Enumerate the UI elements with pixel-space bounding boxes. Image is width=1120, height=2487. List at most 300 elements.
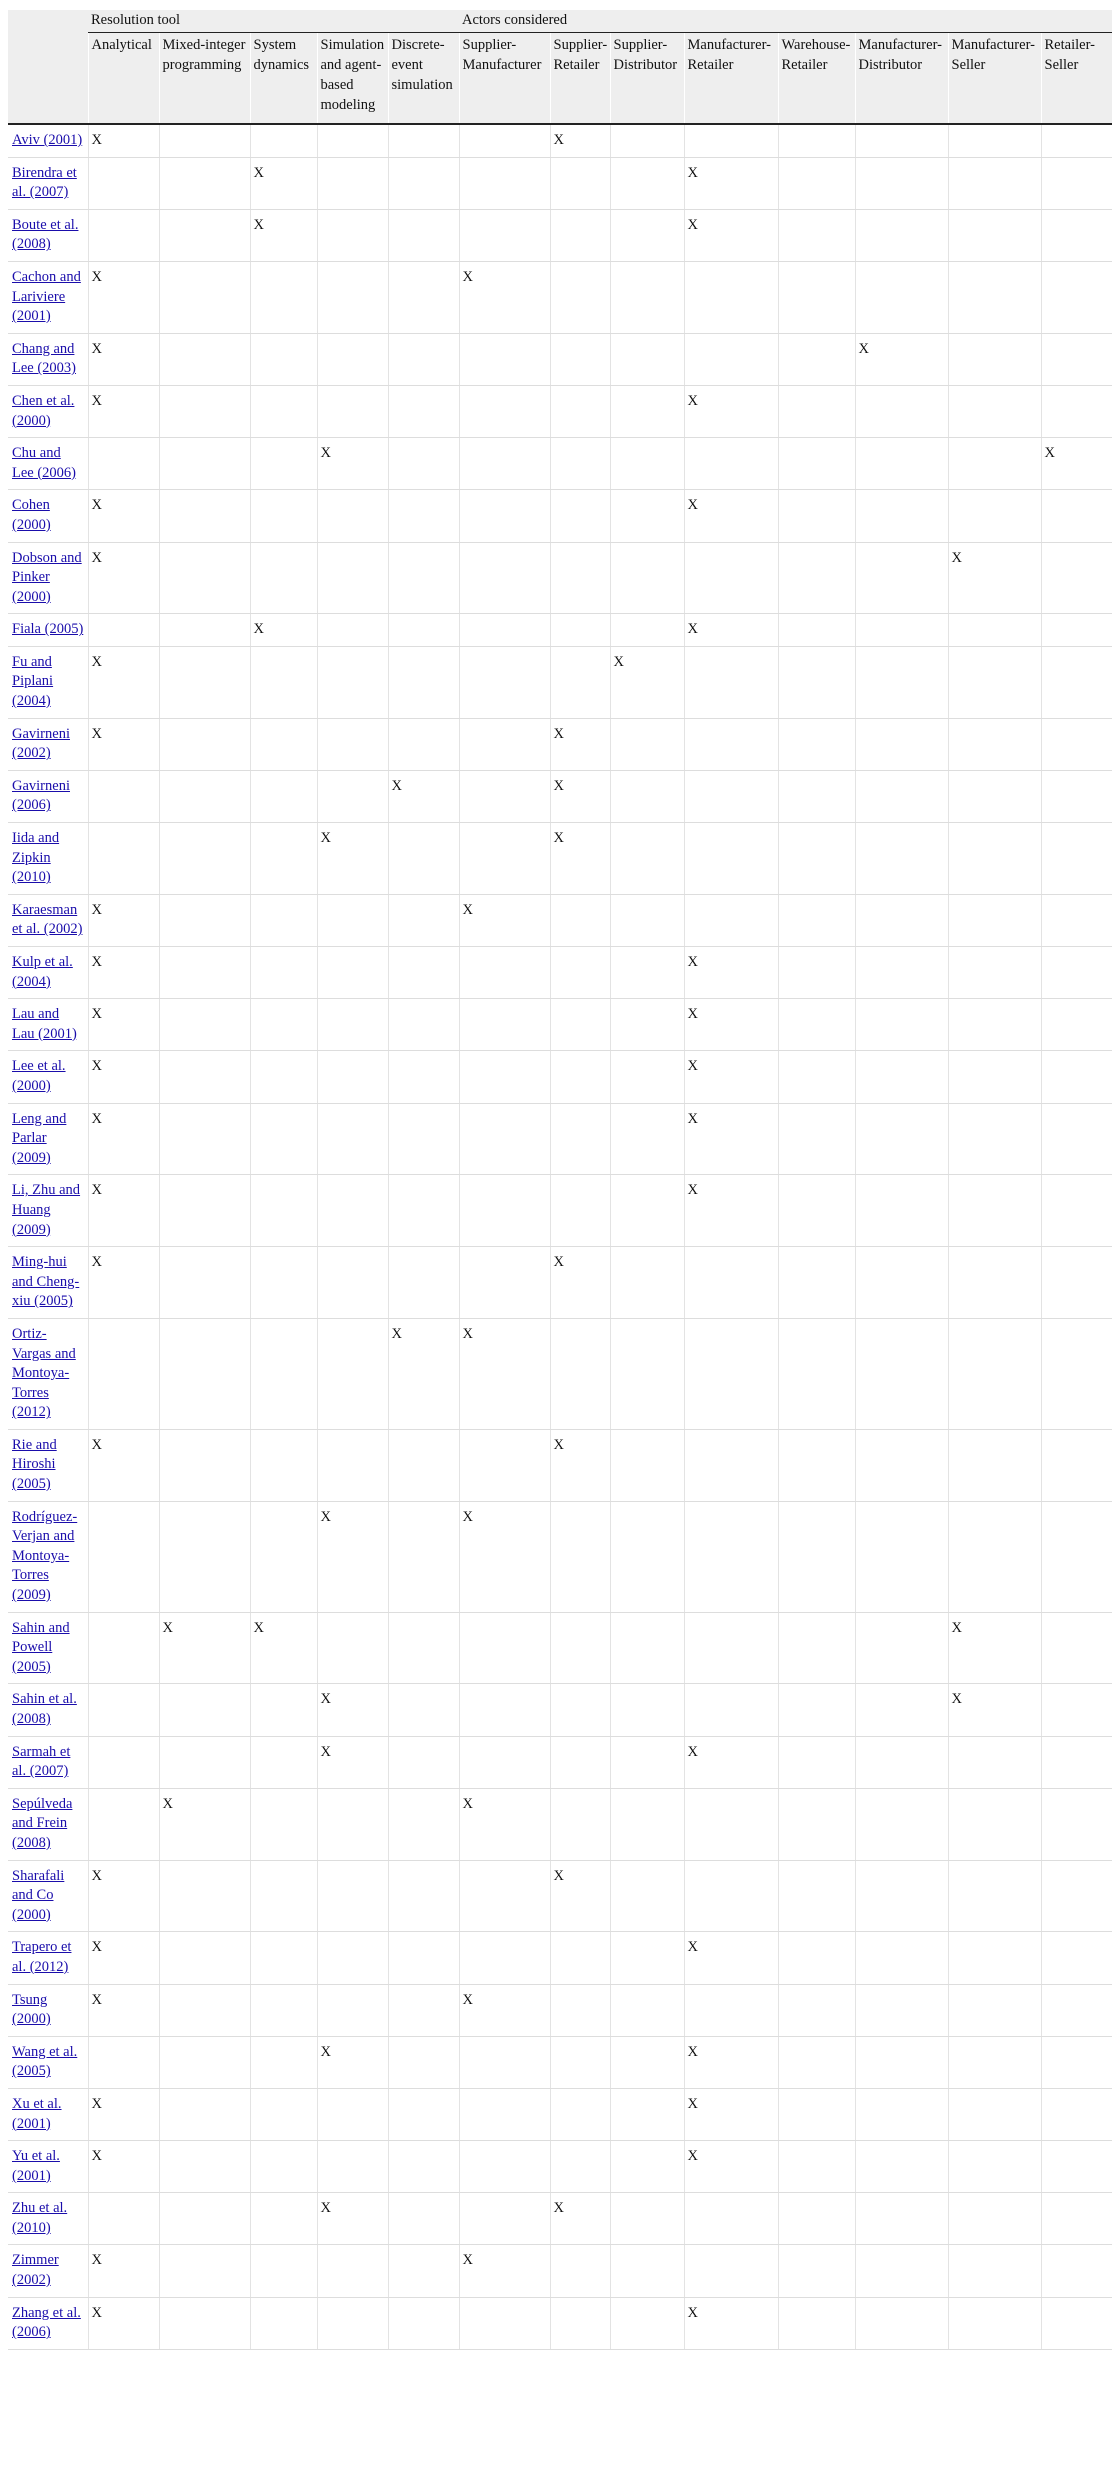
table-row bbox=[8, 1684, 1112, 1736]
empty-cell bbox=[1041, 1051, 1112, 1103]
empty-cell bbox=[159, 1860, 250, 1932]
empty-cell bbox=[88, 1684, 159, 1736]
empty-cell bbox=[388, 333, 459, 385]
empty-cell bbox=[948, 2088, 1041, 2140]
empty-cell bbox=[250, 1318, 317, 1429]
study-reference-link[interactable]: Karaesman et al. (2002) bbox=[12, 901, 83, 938]
study-cell bbox=[8, 2245, 88, 2297]
empty-cell bbox=[317, 999, 388, 1051]
study-reference-link[interactable]: Gavirneni (2006) bbox=[12, 777, 70, 814]
empty-cell bbox=[1041, 894, 1112, 946]
empty-cell bbox=[250, 490, 317, 542]
empty-cell bbox=[459, 1860, 550, 1932]
empty-cell bbox=[610, 385, 684, 437]
empty-cell bbox=[459, 333, 550, 385]
empty-cell bbox=[550, 261, 610, 333]
empty-cell bbox=[610, 1103, 684, 1175]
study-cell bbox=[8, 1932, 88, 1984]
empty-cell bbox=[459, 1684, 550, 1736]
study-reference-link[interactable]: Aviv (2001) bbox=[12, 132, 83, 148]
empty-cell bbox=[610, 1860, 684, 1932]
study-reference-link[interactable]: Xu et al. (2001) bbox=[12, 2095, 62, 2132]
empty-cell bbox=[855, 1984, 948, 2036]
empty-cell bbox=[778, 614, 855, 647]
empty-cell bbox=[1041, 490, 1112, 542]
empty-cell bbox=[855, 2141, 948, 2193]
empty-cell bbox=[855, 999, 948, 1051]
study-reference-link[interactable]: Zhu et al. (2010) bbox=[12, 2200, 68, 2236]
empty-cell bbox=[948, 770, 1041, 822]
column-header: Retailer-Seller bbox=[1041, 33, 1112, 125]
empty-cell bbox=[250, 542, 317, 614]
empty-cell bbox=[159, 261, 250, 333]
mark-cell: X bbox=[459, 1501, 550, 1612]
study-cell bbox=[8, 947, 88, 999]
mark-cell: X bbox=[684, 209, 778, 261]
table-row bbox=[8, 1247, 1112, 1319]
empty-cell bbox=[948, 614, 1041, 647]
empty-cell bbox=[388, 1984, 459, 2036]
empty-cell bbox=[778, 1788, 855, 1860]
column-header: Warehouse-Retailer bbox=[778, 33, 855, 125]
empty-cell bbox=[610, 1175, 684, 1247]
empty-cell bbox=[855, 1860, 948, 1932]
mark-cell: X bbox=[388, 1318, 459, 1429]
empty-cell bbox=[250, 823, 317, 895]
mark-cell: X bbox=[88, 542, 159, 614]
mark-cell: X bbox=[684, 999, 778, 1051]
empty-cell bbox=[88, 209, 159, 261]
study-reference-link[interactable]: Sahin et al. (2008) bbox=[12, 1691, 77, 1727]
empty-cell bbox=[317, 770, 388, 822]
study-cell bbox=[8, 1501, 88, 1612]
study-cell bbox=[8, 1684, 88, 1736]
mark-cell: X bbox=[88, 947, 159, 999]
empty-cell bbox=[610, 614, 684, 647]
study-reference-link[interactable]: Tsung (2000) bbox=[12, 1991, 51, 2028]
empty-cell bbox=[317, 1247, 388, 1319]
mark-cell: X bbox=[88, 2088, 159, 2140]
study-reference-link[interactable]: Leng and Parlar (2009) bbox=[12, 1110, 67, 1166]
empty-cell bbox=[610, 490, 684, 542]
empty-cell bbox=[610, 124, 684, 157]
empty-cell bbox=[159, 542, 250, 614]
empty-cell bbox=[948, 823, 1041, 895]
empty-cell bbox=[459, 124, 550, 157]
table-row bbox=[8, 2245, 1112, 2297]
empty-cell bbox=[159, 2088, 250, 2140]
empty-cell bbox=[778, 1736, 855, 1788]
study-reference-link[interactable]: Cachon and Lariviere (2001) bbox=[12, 268, 81, 325]
empty-cell bbox=[778, 1318, 855, 1429]
empty-cell bbox=[1041, 947, 1112, 999]
study-reference-link[interactable]: Lee et al. (2000) bbox=[12, 1058, 66, 1094]
empty-cell bbox=[610, 542, 684, 614]
study-reference-link[interactable]: Chen et al. (2000) bbox=[12, 392, 75, 429]
empty-cell bbox=[948, 1051, 1041, 1103]
study-reference-link[interactable]: Zimmer (2002) bbox=[12, 2252, 59, 2289]
empty-cell bbox=[250, 947, 317, 999]
study-reference-link[interactable]: Cohen (2000) bbox=[12, 497, 51, 533]
empty-cell bbox=[550, 157, 610, 209]
empty-cell bbox=[550, 2088, 610, 2140]
empty-cell bbox=[250, 261, 317, 333]
mark-cell: X bbox=[948, 1612, 1041, 1684]
mark-cell: X bbox=[684, 1932, 778, 1984]
mark-cell: X bbox=[1041, 438, 1112, 490]
mark-cell: X bbox=[317, 823, 388, 895]
table-row bbox=[8, 1932, 1112, 1984]
empty-cell bbox=[855, 438, 948, 490]
empty-cell bbox=[250, 2193, 317, 2245]
empty-cell bbox=[388, 1051, 459, 1103]
empty-cell bbox=[684, 718, 778, 770]
empty-cell bbox=[388, 1247, 459, 1319]
empty-cell bbox=[778, 438, 855, 490]
empty-cell bbox=[610, 2193, 684, 2245]
study-reference-link[interactable]: Wang et al. (2005) bbox=[12, 2043, 78, 2080]
empty-cell bbox=[550, 1612, 610, 1684]
empty-cell bbox=[610, 718, 684, 770]
empty-cell bbox=[317, 261, 388, 333]
empty-cell bbox=[550, 490, 610, 542]
empty-cell bbox=[388, 2088, 459, 2140]
empty-cell bbox=[778, 999, 855, 1051]
mark-cell: X bbox=[88, 894, 159, 946]
empty-cell bbox=[159, 894, 250, 946]
study-reference-link[interactable]: Rie and Hiroshi (2005) bbox=[12, 1436, 57, 1493]
table-row bbox=[8, 614, 1112, 647]
mark-cell: X bbox=[459, 1788, 550, 1860]
table-row bbox=[8, 2193, 1112, 2245]
empty-cell bbox=[610, 1429, 684, 1501]
study-reference-link[interactable]: Kulp et al. (2004) bbox=[12, 954, 73, 990]
empty-cell bbox=[550, 1736, 610, 1788]
empty-cell bbox=[88, 157, 159, 209]
study-cell bbox=[8, 1103, 88, 1175]
header-corner bbox=[8, 10, 88, 33]
table-row bbox=[8, 2036, 1112, 2088]
empty-cell bbox=[317, 1429, 388, 1501]
mark-cell: X bbox=[550, 823, 610, 895]
column-header: Supplier-Manufacturer bbox=[459, 33, 550, 125]
empty-cell bbox=[317, 542, 388, 614]
table-row bbox=[8, 770, 1112, 822]
empty-cell bbox=[317, 2297, 388, 2349]
mark-cell: X bbox=[88, 124, 159, 157]
empty-cell bbox=[855, 2245, 948, 2297]
empty-cell bbox=[855, 1429, 948, 1501]
empty-cell bbox=[1041, 2245, 1112, 2297]
study-cell bbox=[8, 385, 88, 437]
study-reference-link[interactable]: Fu and Piplani (2004) bbox=[12, 653, 54, 710]
empty-cell bbox=[948, 490, 1041, 542]
empty-cell bbox=[948, 2193, 1041, 2245]
empty-cell bbox=[684, 1247, 778, 1319]
empty-cell bbox=[159, 1932, 250, 1984]
empty-cell bbox=[778, 2088, 855, 2140]
study-reference-link[interactable]: Sharafali and Co (2000) bbox=[12, 1867, 65, 1923]
study-reference-link[interactable]: Lau and Lau (2001) bbox=[12, 1006, 77, 1042]
empty-cell bbox=[388, 1788, 459, 1860]
empty-cell bbox=[550, 1103, 610, 1175]
empty-cell bbox=[317, 646, 388, 718]
table-row bbox=[8, 1612, 1112, 1684]
empty-cell bbox=[778, 209, 855, 261]
empty-cell bbox=[1041, 1932, 1112, 1984]
empty-cell bbox=[778, 1429, 855, 1501]
empty-cell bbox=[159, 1103, 250, 1175]
group-header-actors-considered: Actors considered bbox=[459, 10, 1112, 33]
study-reference-link[interactable]: Sarmah et al. (2007) bbox=[12, 1743, 71, 1780]
empty-cell bbox=[610, 1984, 684, 2036]
empty-cell bbox=[948, 1247, 1041, 1319]
empty-cell bbox=[610, 157, 684, 209]
table-row bbox=[8, 646, 1112, 718]
mark-cell: X bbox=[88, 2141, 159, 2193]
table-row bbox=[8, 1051, 1112, 1103]
study-cell bbox=[8, 438, 88, 490]
study-reference-link[interactable]: Li, Zhu and Huang (2009) bbox=[12, 1182, 81, 1238]
mark-cell: X bbox=[459, 261, 550, 333]
empty-cell bbox=[948, 385, 1041, 437]
empty-cell bbox=[388, 124, 459, 157]
empty-cell bbox=[778, 1175, 855, 1247]
empty-cell bbox=[855, 1051, 948, 1103]
table-row bbox=[8, 1318, 1112, 1429]
empty-cell bbox=[948, 438, 1041, 490]
study-cell bbox=[8, 1788, 88, 1860]
empty-cell bbox=[317, 2245, 388, 2297]
table-row bbox=[8, 2088, 1112, 2140]
empty-cell bbox=[610, 333, 684, 385]
table-row bbox=[8, 1429, 1112, 1501]
study-reference-link[interactable]: Chang and Lee (2003) bbox=[12, 340, 77, 377]
empty-cell bbox=[1041, 1788, 1112, 1860]
empty-cell bbox=[855, 1788, 948, 1860]
empty-cell bbox=[778, 2297, 855, 2349]
empty-cell bbox=[250, 646, 317, 718]
mark-cell: X bbox=[684, 1175, 778, 1247]
empty-cell bbox=[88, 823, 159, 895]
study-reference-link[interactable]: Ortiz-Vargas and Montoya-Torres (2012) bbox=[12, 1325, 76, 1421]
study-reference-link[interactable]: Birendra et al. (2007) bbox=[12, 164, 77, 201]
header-group-row bbox=[8, 10, 1112, 33]
mark-cell: X bbox=[948, 542, 1041, 614]
literature-table bbox=[8, 10, 1112, 2350]
empty-cell bbox=[1041, 770, 1112, 822]
empty-cell bbox=[159, 1684, 250, 1736]
empty-cell bbox=[1041, 1318, 1112, 1429]
empty-cell bbox=[550, 1318, 610, 1429]
empty-cell bbox=[948, 1429, 1041, 1501]
empty-cell bbox=[778, 1103, 855, 1175]
empty-cell bbox=[855, 614, 948, 647]
empty-cell bbox=[778, 333, 855, 385]
empty-cell bbox=[1041, 614, 1112, 647]
empty-cell bbox=[250, 894, 317, 946]
empty-cell bbox=[317, 209, 388, 261]
empty-cell bbox=[610, 1684, 684, 1736]
table-header bbox=[8, 10, 1112, 124]
empty-cell bbox=[159, 2297, 250, 2349]
empty-cell bbox=[459, 770, 550, 822]
empty-cell bbox=[317, 894, 388, 946]
empty-cell bbox=[610, 261, 684, 333]
empty-cell bbox=[250, 1860, 317, 1932]
study-reference-link[interactable]: Boute et al. (2008) bbox=[12, 216, 79, 253]
study-reference-link[interactable]: Gavirneni (2002) bbox=[12, 725, 70, 762]
empty-cell bbox=[550, 1175, 610, 1247]
mark-cell: X bbox=[88, 999, 159, 1051]
empty-cell bbox=[1041, 823, 1112, 895]
study-reference-link[interactable]: Yu et al. (2001) bbox=[12, 2148, 60, 2184]
empty-cell bbox=[250, 2245, 317, 2297]
column-header: Manufacturer-Seller bbox=[948, 33, 1041, 125]
empty-cell bbox=[159, 1175, 250, 1247]
empty-cell bbox=[948, 1788, 1041, 1860]
empty-cell bbox=[459, 490, 550, 542]
empty-cell bbox=[778, 894, 855, 946]
empty-cell bbox=[855, 490, 948, 542]
empty-cell bbox=[88, 1788, 159, 1860]
empty-cell bbox=[855, 1736, 948, 1788]
mark-cell: X bbox=[684, 2141, 778, 2193]
empty-cell bbox=[550, 1501, 610, 1612]
study-cell bbox=[8, 1429, 88, 1501]
study-reference-link[interactable]: Chu and Lee (2006) bbox=[12, 445, 77, 481]
empty-cell bbox=[948, 1501, 1041, 1612]
empty-cell bbox=[855, 947, 948, 999]
study-cell bbox=[8, 614, 88, 647]
empty-cell bbox=[1041, 2088, 1112, 2140]
empty-cell bbox=[855, 2036, 948, 2088]
empty-cell bbox=[778, 2036, 855, 2088]
empty-cell bbox=[684, 1788, 778, 1860]
empty-cell bbox=[88, 1612, 159, 1684]
empty-cell bbox=[550, 2297, 610, 2349]
study-cell bbox=[8, 1051, 88, 1103]
table-body bbox=[8, 124, 1112, 2349]
mark-cell: X bbox=[88, 1175, 159, 1247]
empty-cell bbox=[388, 823, 459, 895]
empty-cell bbox=[610, 1247, 684, 1319]
empty-cell bbox=[388, 2141, 459, 2193]
empty-cell bbox=[948, 209, 1041, 261]
mark-cell: X bbox=[459, 894, 550, 946]
empty-cell bbox=[159, 385, 250, 437]
mark-cell: X bbox=[88, 1984, 159, 2036]
empty-cell bbox=[88, 614, 159, 647]
empty-cell bbox=[459, 1247, 550, 1319]
empty-cell bbox=[159, 124, 250, 157]
mark-cell: X bbox=[550, 1247, 610, 1319]
study-cell bbox=[8, 894, 88, 946]
empty-cell bbox=[855, 124, 948, 157]
empty-cell bbox=[388, 999, 459, 1051]
empty-cell bbox=[778, 542, 855, 614]
empty-cell bbox=[159, 1051, 250, 1103]
study-reference-link[interactable]: Dobson and Pinker (2000) bbox=[12, 549, 82, 605]
column-header: Manufacturer-Retailer bbox=[684, 33, 778, 125]
empty-cell bbox=[388, 1429, 459, 1501]
empty-cell bbox=[550, 1788, 610, 1860]
empty-cell bbox=[948, 1860, 1041, 1932]
study-reference-link[interactable]: Rodríguez-Verjan and Montoya-Torres (2009) bbox=[12, 1508, 78, 1604]
column-header: Analytical bbox=[88, 33, 159, 125]
empty-cell bbox=[855, 1612, 948, 1684]
empty-cell bbox=[550, 542, 610, 614]
empty-cell bbox=[684, 1612, 778, 1684]
empty-cell bbox=[388, 2036, 459, 2088]
study-cell bbox=[8, 124, 88, 157]
study-cell bbox=[8, 1736, 88, 1788]
empty-cell bbox=[855, 894, 948, 946]
empty-cell bbox=[855, 646, 948, 718]
empty-cell bbox=[550, 385, 610, 437]
study-reference-link[interactable]: Trapero et al. (2012) bbox=[12, 1939, 72, 1975]
table-row bbox=[8, 157, 1112, 209]
empty-cell bbox=[388, 438, 459, 490]
empty-cell bbox=[388, 2245, 459, 2297]
empty-cell bbox=[250, 1736, 317, 1788]
empty-cell bbox=[459, 542, 550, 614]
study-reference-link[interactable]: Sahin and Powell (2005) bbox=[12, 1619, 70, 1675]
table-row bbox=[8, 1501, 1112, 1612]
empty-cell bbox=[948, 261, 1041, 333]
mark-cell: X bbox=[317, 1501, 388, 1612]
empty-cell bbox=[317, 124, 388, 157]
empty-cell bbox=[778, 1247, 855, 1319]
empty-cell bbox=[684, 1501, 778, 1612]
empty-cell bbox=[159, 1984, 250, 2036]
empty-cell bbox=[610, 2245, 684, 2297]
study-reference-link[interactable]: Iida and Zipkin (2010) bbox=[12, 830, 60, 886]
empty-cell bbox=[948, 2036, 1041, 2088]
empty-cell bbox=[459, 1175, 550, 1247]
study-reference-link[interactable]: Ming-hui and Cheng-xiu (2005) bbox=[12, 1254, 80, 1310]
mark-cell: X bbox=[88, 2245, 159, 2297]
empty-cell bbox=[459, 947, 550, 999]
table-row bbox=[8, 718, 1112, 770]
mark-cell: X bbox=[317, 1684, 388, 1736]
empty-cell bbox=[88, 2036, 159, 2088]
study-reference-link[interactable]: Zhang et al. (2006) bbox=[12, 2304, 81, 2341]
mark-cell: X bbox=[317, 1736, 388, 1788]
study-reference-link[interactable]: Fiala (2005) bbox=[12, 621, 84, 638]
empty-cell bbox=[948, 2141, 1041, 2193]
empty-cell bbox=[250, 1175, 317, 1247]
column-header: Supplier-Retailer bbox=[550, 33, 610, 125]
empty-cell bbox=[1041, 385, 1112, 437]
empty-cell bbox=[684, 2193, 778, 2245]
empty-cell bbox=[855, 1684, 948, 1736]
empty-cell bbox=[250, 2088, 317, 2140]
empty-cell bbox=[550, 1932, 610, 1984]
empty-cell bbox=[1041, 1501, 1112, 1612]
table-row bbox=[8, 438, 1112, 490]
empty-cell bbox=[1041, 542, 1112, 614]
empty-cell bbox=[159, 1429, 250, 1501]
empty-cell bbox=[317, 614, 388, 647]
empty-cell bbox=[778, 490, 855, 542]
study-cell bbox=[8, 209, 88, 261]
study-reference-link[interactable]: Sepúlveda and Frein (2008) bbox=[12, 1795, 73, 1851]
empty-cell bbox=[684, 333, 778, 385]
empty-cell bbox=[159, 333, 250, 385]
empty-cell bbox=[550, 614, 610, 647]
mark-cell: X bbox=[550, 1429, 610, 1501]
